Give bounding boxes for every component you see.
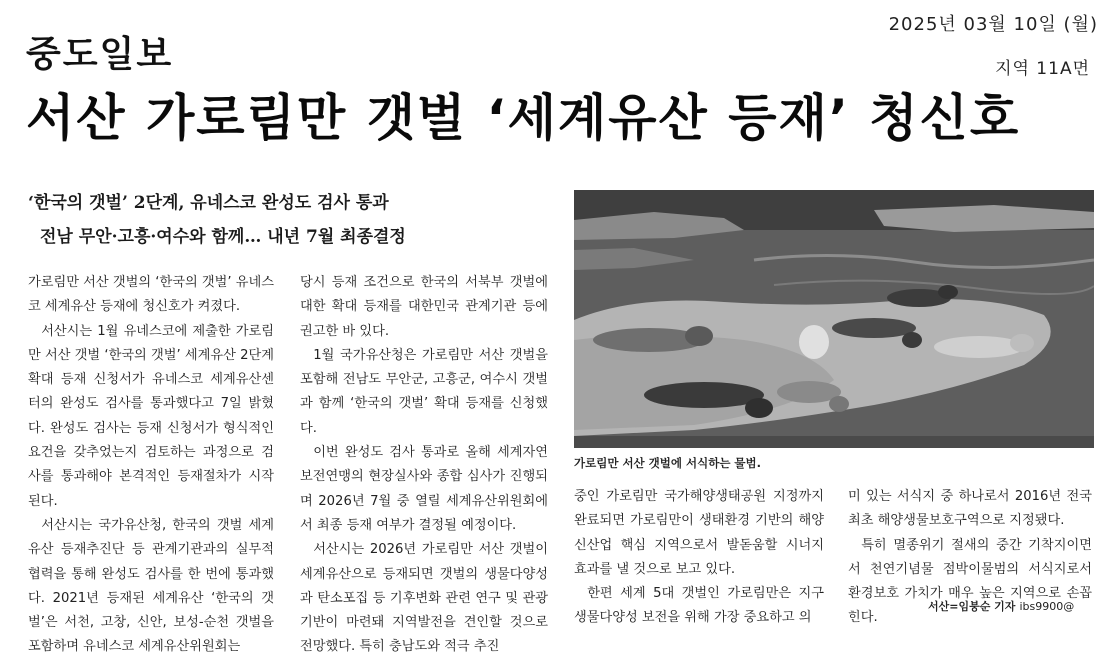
publication-date: 2025년 03월 10일 (월) bbox=[888, 14, 1098, 35]
photo-caption: 가로림만 서산 갯벌에 서식하는 물범. bbox=[574, 456, 762, 470]
article-column-1 bbox=[28, 271, 274, 660]
seals-on-tidal-flat-photo bbox=[574, 190, 1094, 448]
paragraph: 한편 세계 5대 갯벌인 가로림만은 지구 생물다양성 보전을 위해 가장 중요하고 의 bbox=[574, 586, 824, 626]
article-column-3 bbox=[574, 485, 824, 631]
paragraph: 이번 완성도 검사 통과로 올해 세계자연보전연맹의 현장실사와 종합 심사가 진행되며 2026년 7월 중 열릴 세계유산위원회에서 최종 등재 여부가 결정될 예정이다. bbox=[300, 445, 548, 533]
paragraph: 중인 가로림만 국가해양생태공원 지정까지 완료되면 가로림만이 생태환경 기반의 해양 신산업 핵심 지역으로서 발돋움할 시너지 효과를 낼 것으로 보고 있다. bbox=[574, 489, 824, 577]
article-subheadline-2: 전남 무안·고흥·여수와 함께… 내년 7월 최종결정 bbox=[40, 227, 406, 247]
paragraph: 서산시는 1월 유네스코에 제출한 가로림만 서산 갯벌 ‘한국의 갯벌’ 세계유산 2단계 확대 등재 신청서가 유네스코 세계유산센터의 완성도 검사를 통과했다고 7일 밝혔다. 완성도 검사는 등재 신청서가 형식적인 요건을 갖추었는지 검토하는 과정으로 검사를 통과해야 본격적인 등재절차가 시작된다. bbox=[28, 323, 274, 509]
article-subheadline-1: ‘한국의 갯벌’ 2단계, 유네스코 완성도 검사 통과 bbox=[28, 193, 389, 213]
paragraph: 특히 멸종위기 절새의 중간 기착지이면서 천연기념물 점박이물범의 서식지로서 환경보호 가치가 매우 높은 지역으로 손꼽힌다. bbox=[848, 537, 1092, 626]
paragraph: 가로림만 서산 갯벌의 ‘한국의 갯벌’ 유네스코 세계유산 등재에 청신호가 켜졌다. bbox=[28, 275, 274, 315]
reporter-name: 서산=임붕순 기자 bbox=[928, 600, 1016, 613]
paragraph: 당시 등재 조건으로 한국의 서북부 갯벌에 대한 확대 등재를 대한민국 관계기관 등에 권고한 바 있다. bbox=[300, 275, 548, 339]
reporter-email: ibs9900@ bbox=[1019, 600, 1075, 613]
article-column-2 bbox=[300, 271, 548, 660]
section-page: 지역 11A면 bbox=[995, 59, 1090, 79]
newspaper-logo: 중도일보 bbox=[26, 34, 174, 75]
paragraph: 1월 국가유산청은 가로림만 서산 갯벌을 포함해 전남도 무안군, 고흥군, 여수시 갯벌과 함께 ‘한국의 갯벌’ 확대 등재를 신청했다. bbox=[300, 347, 548, 436]
paragraph: 서산시는 2026년 가로림만 서산 갯벌이 세계유산으로 등재되면 갯벌의 생물다양성과 탄소포집 등 기후변화 관련 연구 및 관광 기반이 마련돼 지역발전을 견인할 것으로 전망했다. 특히 충남도와 적극 추진 bbox=[300, 542, 548, 655]
article-headline: 서산 가로림만 갯벌 ‘세계유산 등재’ 청신호 bbox=[26, 89, 1021, 147]
paragraph: 서산시는 국가유산청, 한국의 갯벌 세계유산 등재추진단 등 관계기관과의 실무적 협력을 통해 완성도 검사를 한 번에 통과했다. 2021년 등재된 세계유산 ‘한국의 갯벌’은 서천, 고창, 신안, 보성-순천 갯벌을 포함하며 유네스코 세계유산위원회는 bbox=[28, 517, 274, 655]
paragraph: 미 있는 서식지 중 하나로서 2016년 전국 최초 해양생물보호구역으로 지정됐다. bbox=[848, 489, 1092, 529]
article-byline bbox=[928, 598, 1074, 614]
